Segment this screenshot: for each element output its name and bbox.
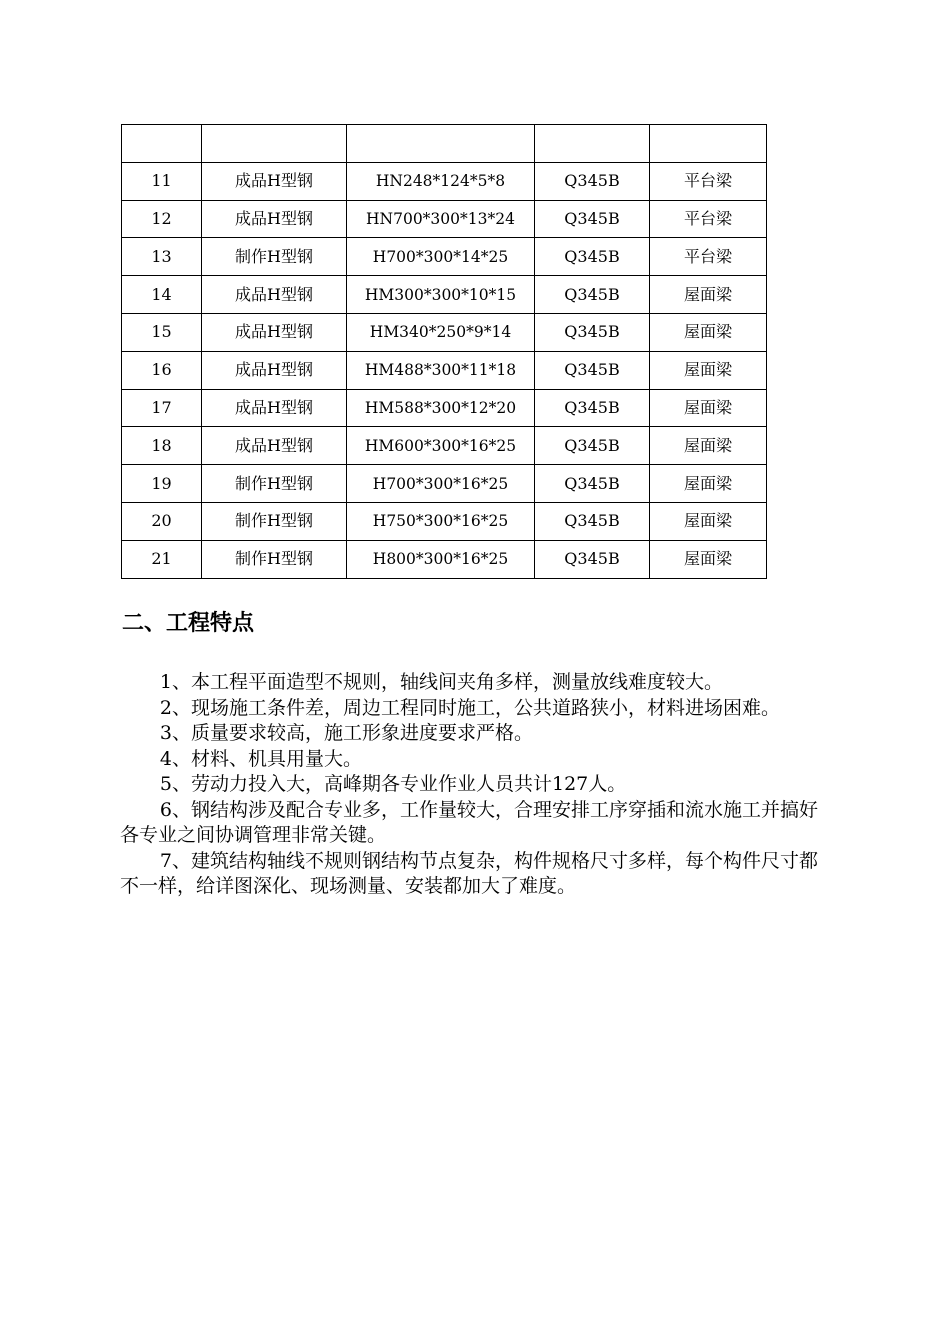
cell-material: Q345B — [535, 276, 650, 314]
cell-spec: HM588*300*12*20 — [347, 389, 535, 427]
cell-material: Q345B — [535, 238, 650, 276]
paragraph: 1、本工程平面造型不规则，轴线间夹角多样，测量放线难度较大。 — [159, 671, 723, 693]
cell-index: 20 — [122, 502, 202, 540]
table-row — [122, 389, 767, 427]
cell-usage: 平台梁 — [650, 200, 767, 238]
section-heading: 二、工程特点 — [122, 611, 255, 636]
cell-type: 成品H型钢 — [202, 276, 347, 314]
table-row — [122, 540, 767, 578]
cell-material: Q345B — [535, 427, 650, 465]
cell-usage: 平台梁 — [650, 238, 767, 276]
cell-type: 成品H型钢 — [202, 200, 347, 238]
table-row — [122, 313, 767, 351]
table-row — [122, 125, 767, 163]
paragraph: 6、钢结构涉及配合专业多，工作量较大，合理安排工序穿插和流水施工并搞好各专业之间协调管理非常关键。 — [120, 798, 818, 846]
cell-type: 制作H型钢 — [202, 238, 347, 276]
cell-material: Q345B — [535, 502, 650, 540]
cell-usage: 平台梁 — [650, 162, 767, 200]
cell-spec — [347, 125, 535, 163]
paragraph: 5、劳动力投入大，高峰期各专业作业人员共计127人。 — [159, 773, 627, 795]
cell-spec: HM488*300*11*18 — [347, 351, 535, 389]
cell-index: 16 — [122, 351, 202, 389]
steel-spec-table — [121, 124, 767, 579]
cell-spec: H700*300*16*25 — [347, 465, 535, 503]
cell-usage: 屋面梁 — [650, 540, 767, 578]
paragraph: 4、材料、机具用量大。 — [159, 747, 362, 770]
cell-spec: HM600*300*16*25 — [347, 427, 535, 465]
cell-index: 11 — [122, 162, 202, 200]
steel-spec-table-body — [122, 125, 767, 579]
cell-type: 成品H型钢 — [202, 389, 347, 427]
cell-type — [202, 125, 347, 163]
cell-index: 15 — [122, 313, 202, 351]
table-row — [122, 502, 767, 540]
table-row — [122, 351, 767, 389]
cell-usage: 屋面梁 — [650, 276, 767, 314]
cell-type: 成品H型钢 — [202, 313, 347, 351]
cell-spec: HN248*124*5*8 — [347, 162, 535, 200]
cell-index: 18 — [122, 427, 202, 465]
cell-index: 13 — [122, 238, 202, 276]
cell-usage: 屋面梁 — [650, 313, 767, 351]
cell-material: Q345B — [535, 389, 650, 427]
cell-usage — [650, 125, 767, 163]
cell-material: Q345B — [535, 313, 650, 351]
cell-usage: 屋面梁 — [650, 502, 767, 540]
cell-spec: HN700*300*13*24 — [347, 200, 535, 238]
table-row — [122, 238, 767, 276]
cell-index — [122, 125, 202, 163]
cell-type: 成品H型钢 — [202, 351, 347, 389]
cell-material: Q345B — [535, 465, 650, 503]
cell-usage: 屋面梁 — [650, 427, 767, 465]
cell-index: 19 — [122, 465, 202, 503]
table-row — [122, 427, 767, 465]
cell-type: 成品H型钢 — [202, 427, 347, 465]
cell-index: 14 — [122, 276, 202, 314]
cell-type: 制作H型钢 — [202, 465, 347, 503]
cell-spec: H750*300*16*25 — [347, 502, 535, 540]
cell-type: 制作H型钢 — [202, 540, 347, 578]
cell-material — [535, 125, 650, 163]
cell-index: 12 — [122, 200, 202, 238]
table-row — [122, 276, 767, 314]
table-row — [122, 162, 767, 200]
cell-type: 制作H型钢 — [202, 502, 347, 540]
cell-spec: H700*300*14*25 — [347, 238, 535, 276]
table-row — [122, 465, 767, 503]
cell-usage: 屋面梁 — [650, 351, 767, 389]
cell-usage: 屋面梁 — [650, 389, 767, 427]
cell-index: 17 — [122, 389, 202, 427]
cell-material: Q345B — [535, 351, 650, 389]
paragraph: 7、建筑结构轴线不规则钢结构节点复杂，构件规格尺寸多样，每个构件尺寸都不一样，给详图深化、现场测量、安装都加大了难度。 — [120, 849, 818, 897]
cell-spec: HM300*300*10*15 — [347, 276, 535, 314]
cell-material: Q345B — [535, 200, 650, 238]
paragraph: 3、质量要求较高，施工形象进度要求严格。 — [159, 722, 533, 744]
cell-material: Q345B — [535, 162, 650, 200]
cell-material: Q345B — [535, 540, 650, 578]
cell-spec: H800*300*16*25 — [347, 540, 535, 578]
section-body — [120, 670, 832, 900]
cell-spec: HM340*250*9*14 — [347, 313, 535, 351]
table-row — [122, 200, 767, 238]
paragraph: 2、现场施工条件差，周边工程同时施工，公共道路狭小，材料进场困难。 — [159, 696, 780, 719]
cell-usage: 屋面梁 — [650, 465, 767, 503]
cell-index: 21 — [122, 540, 202, 578]
cell-type: 成品H型钢 — [202, 162, 347, 200]
